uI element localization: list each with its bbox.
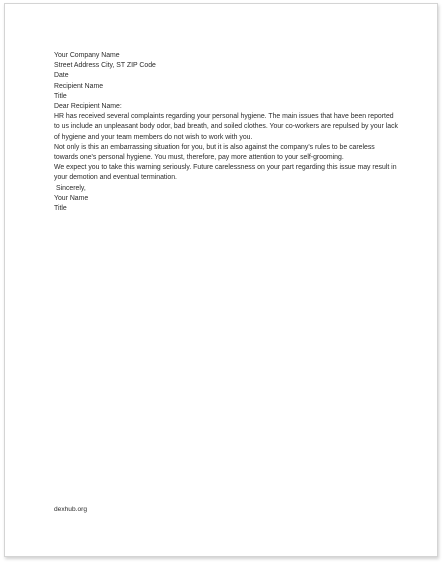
letter-date: Date — [54, 72, 69, 80]
recipient-title: Title — [54, 92, 67, 100]
signature-block — [54, 194, 399, 214]
signature-title: Title — [54, 205, 67, 213]
paragraph-warning: We expect you to take this warning seriously. Future carelessness on your part regarding this issue may result in your demotion and eventual termination. — [54, 164, 397, 182]
document-page — [4, 3, 438, 557]
closing: Sincerely, — [56, 184, 86, 192]
salutation: Dear Recipient Name: — [54, 103, 122, 111]
signature-name: Your Name — [54, 194, 89, 202]
letter-body — [54, 51, 399, 214]
paragraph-rules: Not only is this an embarrassing situation for you, but it is also against the company's rules to be careless towards one's personal hygiene. You must, therefore, pay more attention to your self-grooming. — [54, 143, 375, 162]
recipient-block — [54, 82, 399, 102]
recipient-name: Recipient Name — [54, 82, 104, 90]
sender-address: Street Address City, ST ZIP Code — [54, 62, 156, 70]
paragraph-complaints: HR has received several complaints regarding your personal hygiene. The main issues that have been reported to us include an unpleasant body odor, bad breath, and soiled clothes. Your co-workers are repulsed by your lack of hygiene and your team members do not wish to work with you. — [54, 113, 398, 141]
sender-company-name: Your Company Name — [54, 52, 120, 59]
sender-block — [54, 51, 399, 71]
footer-site-label: dexhub.org — [54, 506, 87, 513]
